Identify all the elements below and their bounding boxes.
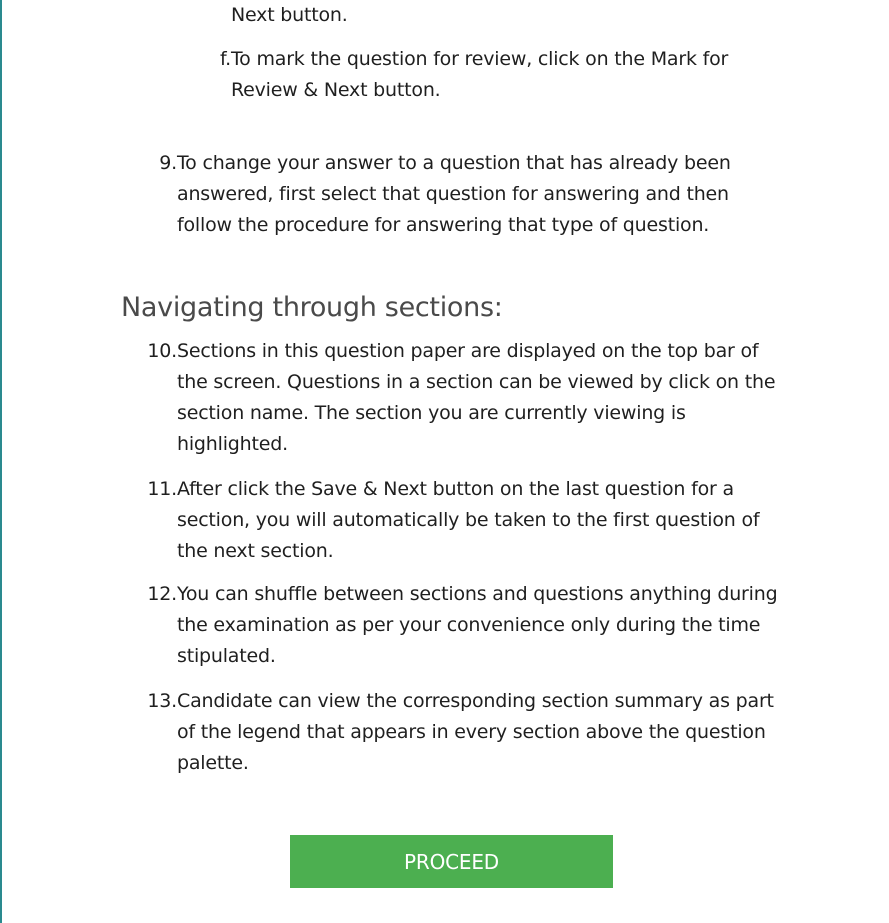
item-text: To change your answer to a question that has already been answered, first select that question for answering and then follow the procedure for answering that type of question. [177,152,731,236]
item-number: 9. [159,152,177,174]
instruction-subitem-f [213,44,783,106]
item-number: 12. [147,583,177,605]
proceed-button[interactable]: PROCEED [290,835,613,888]
item-number: 11. [147,478,177,500]
item-text: Candidate can view the corresponding section summary as part of the legend that appears in every section above the question palette. [177,690,774,774]
instruction-item-13 [147,686,787,779]
item-text: After click the Save & Next button on the last question for a section, you will automatically be taken to the first question of the next section. [177,478,760,562]
subitem-text: To mark the question for review, click on the Mark for Review & Next button. [231,48,729,101]
instruction-continued-text [231,0,791,31]
item-number: 13. [147,690,177,712]
subitem-marker: f. [220,48,231,70]
continued-text: Next button. [231,4,348,26]
instruction-item-10 [147,336,787,460]
instruction-item-12 [147,579,787,672]
instruction-item-9 [159,148,787,241]
item-number: 10. [147,340,177,362]
item-text: You can shuffle between sections and questions anything during the examination as per your convenience only during the time stipulated. [177,583,778,667]
instruction-item-11 [147,474,787,567]
item-text: Sections in this question paper are displayed on the top bar of the screen. Questions in a section can be viewed by click on the section name. The section you are currently viewing is highlighted. [177,340,776,455]
section-heading: Navigating through sections: [121,292,503,323]
